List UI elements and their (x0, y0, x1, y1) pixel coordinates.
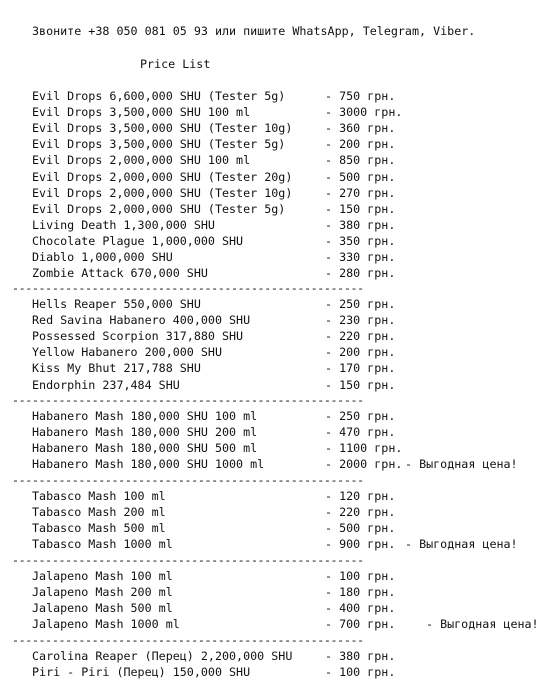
item-price: - 360 грн. (325, 121, 396, 136)
price-row (0, 328, 558, 344)
price-row (0, 616, 558, 632)
price-row (0, 600, 558, 616)
item-price: - 900 грн. (325, 537, 396, 552)
item-name: Possessed Scorpion 317,880 SHU (32, 329, 244, 344)
price-row (0, 456, 558, 472)
item-name: Endorphin 237,484 SHU (32, 377, 180, 392)
item-name: Tabasco Mash 200 ml (32, 505, 166, 520)
item-note: - Выгодная цена! (426, 617, 539, 632)
item-price: - 220 грн. (325, 329, 396, 344)
item-name: Evil Drops 2,000,000 SHU (Tester 10g) (32, 185, 293, 200)
price-row (0, 136, 558, 152)
item-price: - 270 грн. (325, 185, 396, 200)
price-row (0, 249, 558, 265)
price-row (0, 233, 558, 249)
item-price: - 3000 грн. (325, 105, 403, 120)
item-price: - 750 грн. (325, 89, 396, 103)
price-row (0, 185, 558, 201)
item-name: Piri - Piri (Перец) 150,000 SHU (32, 665, 251, 680)
item-name: Habanero Mash 180,000 SHU 100 ml (32, 409, 258, 423)
price-row (0, 584, 558, 600)
price-row (0, 217, 558, 233)
item-name: Diablo 1,000,000 SHU (32, 250, 173, 264)
item-price: - 170 грн. (325, 361, 396, 376)
section-divider: ----------------------------------------------------- (12, 553, 364, 567)
item-price: - 100 грн. (325, 665, 396, 680)
item-price: - 500 грн. (325, 169, 396, 184)
price-row (0, 265, 558, 281)
item-name: Yellow Habanero 200,000 SHU (32, 345, 222, 360)
item-name: Evil Drops 3,500,000 SHU (Tester 5g) (32, 137, 286, 152)
item-price: - 2000 грн. (325, 457, 403, 472)
price-row (0, 488, 558, 504)
item-price: - 200 грн. (325, 137, 396, 152)
item-name: Jalapeno Mash 1000 ml (32, 617, 180, 632)
price-row (0, 296, 558, 312)
item-price: - 230 грн. (325, 313, 396, 328)
item-name: Tabasco Mash 1000 ml (32, 537, 173, 552)
price-row (0, 201, 558, 217)
item-name: Evil Drops 3,500,000 SHU 100 ml (32, 105, 251, 120)
item-price: - 150 грн. (325, 201, 396, 216)
price-row (0, 360, 558, 376)
item-name: Red Savina Habanero 400,000 SHU (32, 313, 251, 328)
price-row (0, 120, 558, 136)
item-name: Evil Drops 3,500,000 SHU (Tester 10g) (32, 121, 293, 136)
item-price: - 400 грн. (325, 601, 396, 616)
item-price: - 180 грн. (325, 585, 396, 600)
item-name: Hells Reaper 550,000 SHU (32, 297, 201, 311)
item-price: - 120 грн. (325, 489, 396, 503)
item-price: - 330 грн. (325, 250, 396, 264)
item-name: Kiss My Bhut 217,788 SHU (32, 361, 201, 376)
item-price: - 500 грн. (325, 521, 396, 536)
item-name: Evil Drops 2,000,000 SHU (Tester 5g) (32, 201, 286, 216)
item-price: - 470 грн. (325, 425, 396, 440)
item-price: - 380 грн. (325, 217, 396, 232)
contact-line: Звоните +38 050 081 05 93 или пишите WhatsApp, Telegram, Viber. (32, 24, 476, 38)
price-row (0, 504, 558, 520)
item-name: Carolina Reaper (Перец) 2,200,000 SHU (32, 649, 293, 663)
price-row (0, 312, 558, 328)
item-name: Evil Drops 6,600,000 SHU (Tester 5g) (32, 89, 286, 103)
price-row (0, 520, 558, 536)
item-name: Jalapeno Mash 500 ml (32, 601, 173, 616)
price-row (0, 536, 558, 552)
item-name: Zombie Attack 670,000 SHU (32, 266, 208, 281)
price-row (0, 169, 558, 185)
price-row (0, 377, 558, 393)
item-name: Tabasco Mash 500 ml (32, 521, 166, 536)
item-name: Tabasco Mash 100 ml (32, 489, 166, 503)
item-price: - 350 грн. (325, 233, 396, 248)
item-price: - 150 грн. (325, 377, 396, 392)
price-row (0, 88, 558, 104)
item-price: - 850 грн. (325, 153, 396, 168)
price-row (0, 424, 558, 440)
item-price: - 1100 грн. (325, 441, 403, 456)
item-price: - 250 грн. (325, 409, 396, 423)
section-divider: ----------------------------------------------------- (12, 281, 364, 295)
item-price: - 380 грн. (325, 649, 396, 663)
price-row (0, 568, 558, 584)
item-price: - 250 грн. (325, 297, 396, 311)
price-row (0, 440, 558, 456)
item-name: Evil Drops 2,000,000 SHU (Tester 20g) (32, 169, 293, 184)
item-price: - 100 грн. (325, 569, 396, 583)
item-price: - 700 грн. (325, 617, 396, 632)
item-note: - Выгодная цена! (405, 537, 518, 552)
item-name: Jalapeno Mash 200 ml (32, 585, 173, 600)
page-title: Price List (140, 57, 211, 71)
section-divider: ----------------------------------------------------- (12, 393, 364, 407)
price-row (0, 104, 558, 120)
item-price: - 220 грн. (325, 505, 396, 520)
item-name: Habanero Mash 180,000 SHU 1000 ml (32, 457, 265, 472)
item-price: - 200 грн. (325, 345, 396, 360)
price-row (0, 648, 558, 664)
section-divider: ----------------------------------------------------- (12, 473, 364, 487)
section-divider: ----------------------------------------------------- (12, 633, 364, 647)
price-row (0, 152, 558, 168)
item-name: Evil Drops 2,000,000 SHU 100 ml (32, 153, 251, 168)
item-price: - 280 грн. (325, 266, 396, 281)
price-row (0, 664, 558, 680)
item-name: Living Death 1,300,000 SHU (32, 217, 215, 232)
item-name: Chocolate Plague 1,000,000 SHU (32, 233, 244, 248)
item-name: Habanero Mash 180,000 SHU 200 ml (32, 425, 258, 440)
item-name: Habanero Mash 180,000 SHU 500 ml (32, 441, 258, 456)
item-name: Jalapeno Mash 100 ml (32, 569, 173, 583)
price-row (0, 344, 558, 360)
price-row (0, 408, 558, 424)
item-note: - Выгодная цена! (405, 457, 518, 472)
